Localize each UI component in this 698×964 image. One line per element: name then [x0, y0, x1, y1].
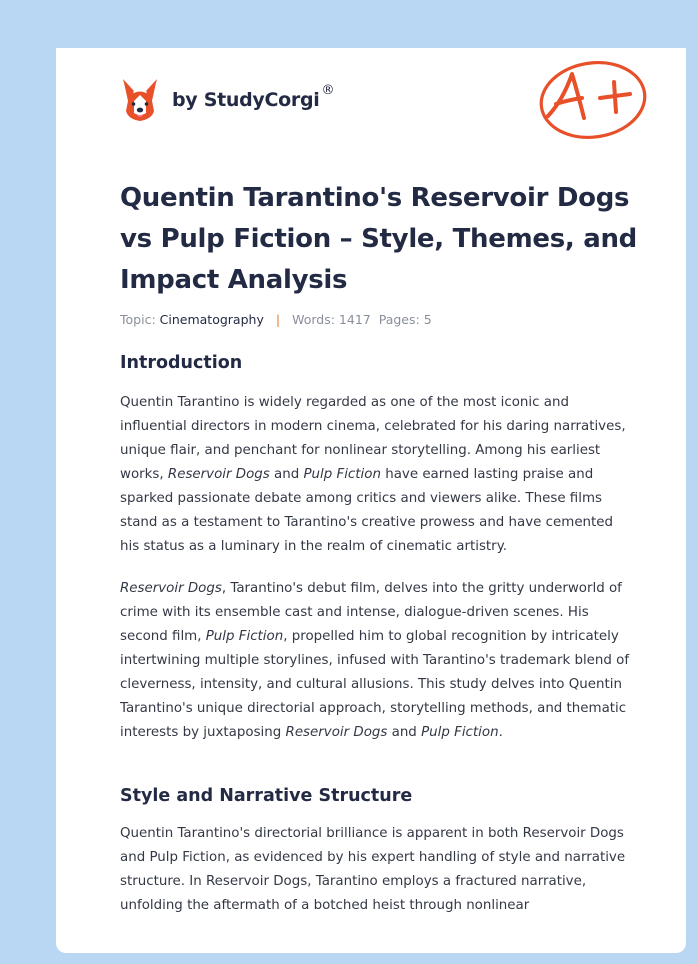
- topic-link[interactable]: Cinematography: [159, 312, 264, 327]
- page-title: Quentin Tarantino's Reservoir Dogs vs Pulp Fiction – Style, Themes, and Impact Analysis: [120, 183, 637, 295]
- intro-paragraph-1: [120, 391, 636, 559]
- brand-name: [172, 83, 335, 111]
- film-title-italic: Reservoir Dogs: [120, 581, 222, 596]
- studycorgi-logo[interactable]: [120, 74, 334, 126]
- section-heading-style-narrative: Style and Narrative Structure: [120, 786, 413, 806]
- intro-paragraph-2: [120, 577, 636, 745]
- meta-separator: |: [275, 312, 281, 327]
- grade-text: A+: [538, 60, 540, 61]
- article-meta: [120, 312, 432, 327]
- pages-count: 5: [423, 312, 432, 327]
- words-label: Words:: [292, 312, 335, 327]
- film-title-italic: Pulp Fiction: [205, 629, 284, 644]
- text-run: .: [498, 725, 503, 740]
- text-run: , propelled him to global recognition by intricately intertwining multiple storylines, infused with Tarantino's trademark blend of cleverness, intensity, and cultural allusions. This study delves into Quentin Tarantino's unique directorial approach, storytelling methods, and thematic interests by juxtaposing: [120, 629, 630, 740]
- text-run: have earned lasting praise and sparked passionate debate among critics and viewers alike. These films stand as a testament to Tarantino's creative prowess and have cemented his status as a luminary in the realm of cinematic artistry.: [120, 467, 614, 554]
- style-paragraph-1: [120, 822, 636, 918]
- film-title-italic: Pulp Fiction: [303, 467, 381, 482]
- registered-mark: ®: [321, 83, 335, 98]
- text-run: Quentin Tarantino is widely regarded as one of the most iconic and influential directors in modern cinema, celebrated for his daring narratives, unique flair, and penchant for nonlinear storytelling. Among his earliest works,: [120, 395, 626, 482]
- text-run: , Tarantino's debut film, delves into the gritty underworld of crime with its ensemble cast and intense, dialogue-driven scenes. His second film,: [120, 581, 622, 644]
- film-title-italic: Pulp Fiction: [421, 725, 499, 740]
- text-run: and: [269, 467, 304, 482]
- topic-label: Topic:: [120, 312, 156, 327]
- text-run: and: [387, 725, 422, 740]
- a-plus-grade-icon: [538, 60, 648, 140]
- film-title-italic: Reservoir Dogs: [167, 467, 270, 482]
- brand-name-text: by StudyCorgi: [172, 89, 320, 111]
- pages-label: Pages:: [378, 312, 420, 327]
- document-card: [56, 48, 686, 953]
- film-title-italic: Reservoir Dogs: [285, 725, 388, 740]
- text-run: Quentin Tarantino's directorial brilliance is apparent in both Reservoir Dogs and Pulp Fiction, as evidenced by his expert handling of style and narrative structure. In Reservoir Dogs, Tarantino employs a fractured narrative, unfolding the aftermath of a botched heist through nonlinear: [120, 826, 626, 913]
- corgi-logo-icon: [120, 77, 160, 123]
- section-heading-introduction: Introduction: [120, 353, 243, 373]
- words-count: 1417: [338, 312, 371, 327]
